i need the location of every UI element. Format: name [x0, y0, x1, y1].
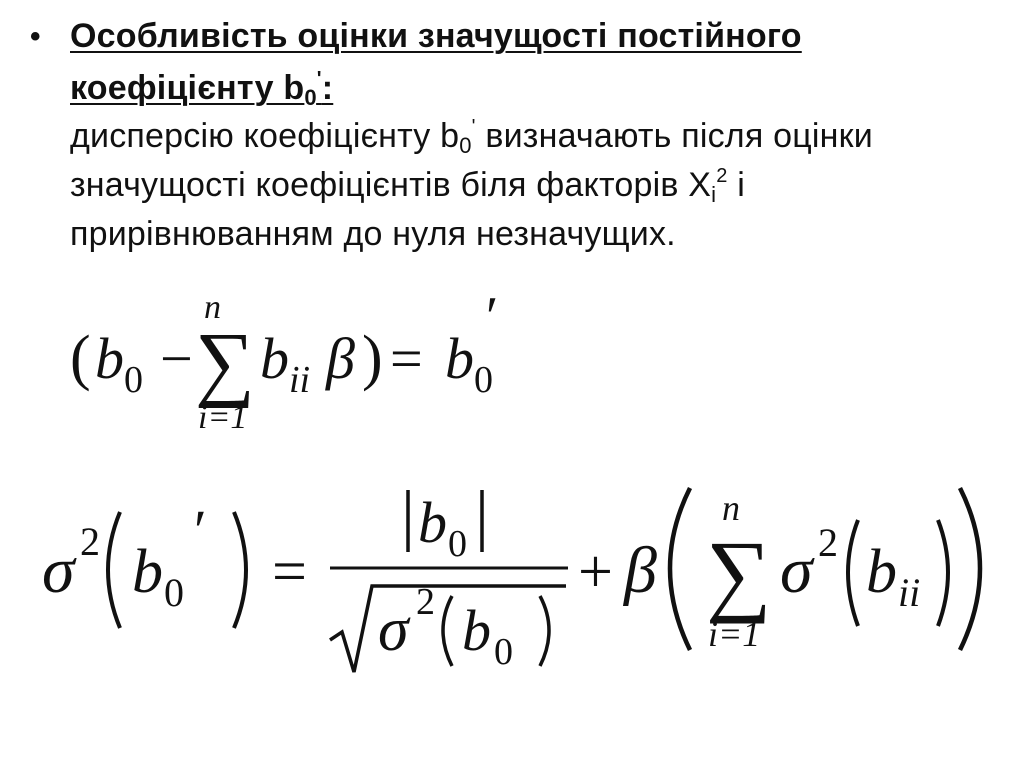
f1-sub-ii: ii — [289, 359, 311, 401]
f1-open-paren: ( — [70, 324, 91, 392]
f1-b: b — [95, 326, 124, 391]
f2-sum-lower: i=1 — [708, 614, 761, 654]
f2-left-paren — [108, 512, 120, 628]
f2-den-sub-0: 0 — [494, 631, 513, 673]
body-sub-0: 0 — [459, 133, 472, 158]
f2-equals: = — [272, 538, 307, 606]
f2-inner-rparen — [938, 520, 948, 626]
bullet-point: • — [30, 20, 41, 53]
f2-den-rparen — [540, 596, 549, 666]
f2-b: b — [132, 538, 163, 606]
f1-sum-upper: n — [204, 289, 221, 326]
heading-subscript: 0 — [304, 85, 317, 110]
f2-den-sq: 2 — [416, 581, 435, 623]
body-sub-i: i — [711, 182, 717, 207]
f2-den-sigma: σ — [378, 596, 409, 664]
heading-colon: : — [321, 69, 334, 107]
f1-result-sub-0: 0 — [474, 359, 493, 401]
body-line-2b: і — [727, 166, 745, 204]
f2-sigma-sq: 2 — [80, 519, 100, 564]
f2-inner-lparen — [848, 520, 858, 626]
f2-inner-b: b — [866, 538, 897, 606]
heading-line-1: Особливість оцінки значущості постійного — [70, 17, 802, 55]
f1-minus: − — [160, 326, 193, 391]
body-prime: ' — [471, 116, 476, 138]
f2-big-rparen — [960, 488, 980, 650]
f2-sub-0: 0 — [164, 570, 184, 615]
f2-inner-sub-ii: ii — [898, 570, 921, 615]
f2-num-sub-0: 0 — [448, 523, 467, 565]
f2-den-b: b — [462, 598, 491, 663]
f2-beta: β — [624, 534, 657, 607]
f1-beta: β — [326, 326, 355, 391]
f2-den-lparen — [443, 596, 452, 666]
f1-b-ii: b — [260, 326, 289, 391]
f2-sum-sigma: σ — [780, 534, 813, 607]
f2-sum: ∑ — [706, 522, 772, 624]
f1-b-result: b — [445, 326, 474, 391]
heading-line-2-prefix: коефіцієнту b — [70, 69, 305, 107]
heading-prime: ' — [316, 68, 322, 90]
f2-sum-sigma-sq: 2 — [818, 520, 838, 565]
f2-num-b: b — [418, 490, 447, 555]
f2-big-lparen — [670, 488, 690, 650]
body-line-1b: визначають після оцінки — [475, 117, 873, 155]
f2-plus: + — [578, 538, 613, 606]
body-line-3: прирівнюванням до нуля незначущих. — [70, 215, 676, 253]
f2-right-paren — [234, 512, 246, 628]
body-line-1a: дисперсію коефіцієнту b — [70, 117, 460, 155]
f1-equals: = — [390, 326, 423, 391]
f1-close-paren: ) — [362, 324, 383, 392]
body-sup-2: 2 — [716, 165, 728, 187]
f2-sum-upper: n — [722, 488, 740, 528]
f1-sum-lower: i=1 — [198, 399, 248, 436]
f2-prime: ′ — [194, 498, 207, 563]
f1-sum: ∑ — [195, 316, 255, 409]
body-line-2a: значущості коефіцієнтів біля факторів X — [70, 166, 712, 204]
f2-sigma: σ — [42, 534, 75, 607]
f1-sub-0: 0 — [124, 359, 143, 401]
f1-result-prime: ′ — [486, 286, 499, 348]
